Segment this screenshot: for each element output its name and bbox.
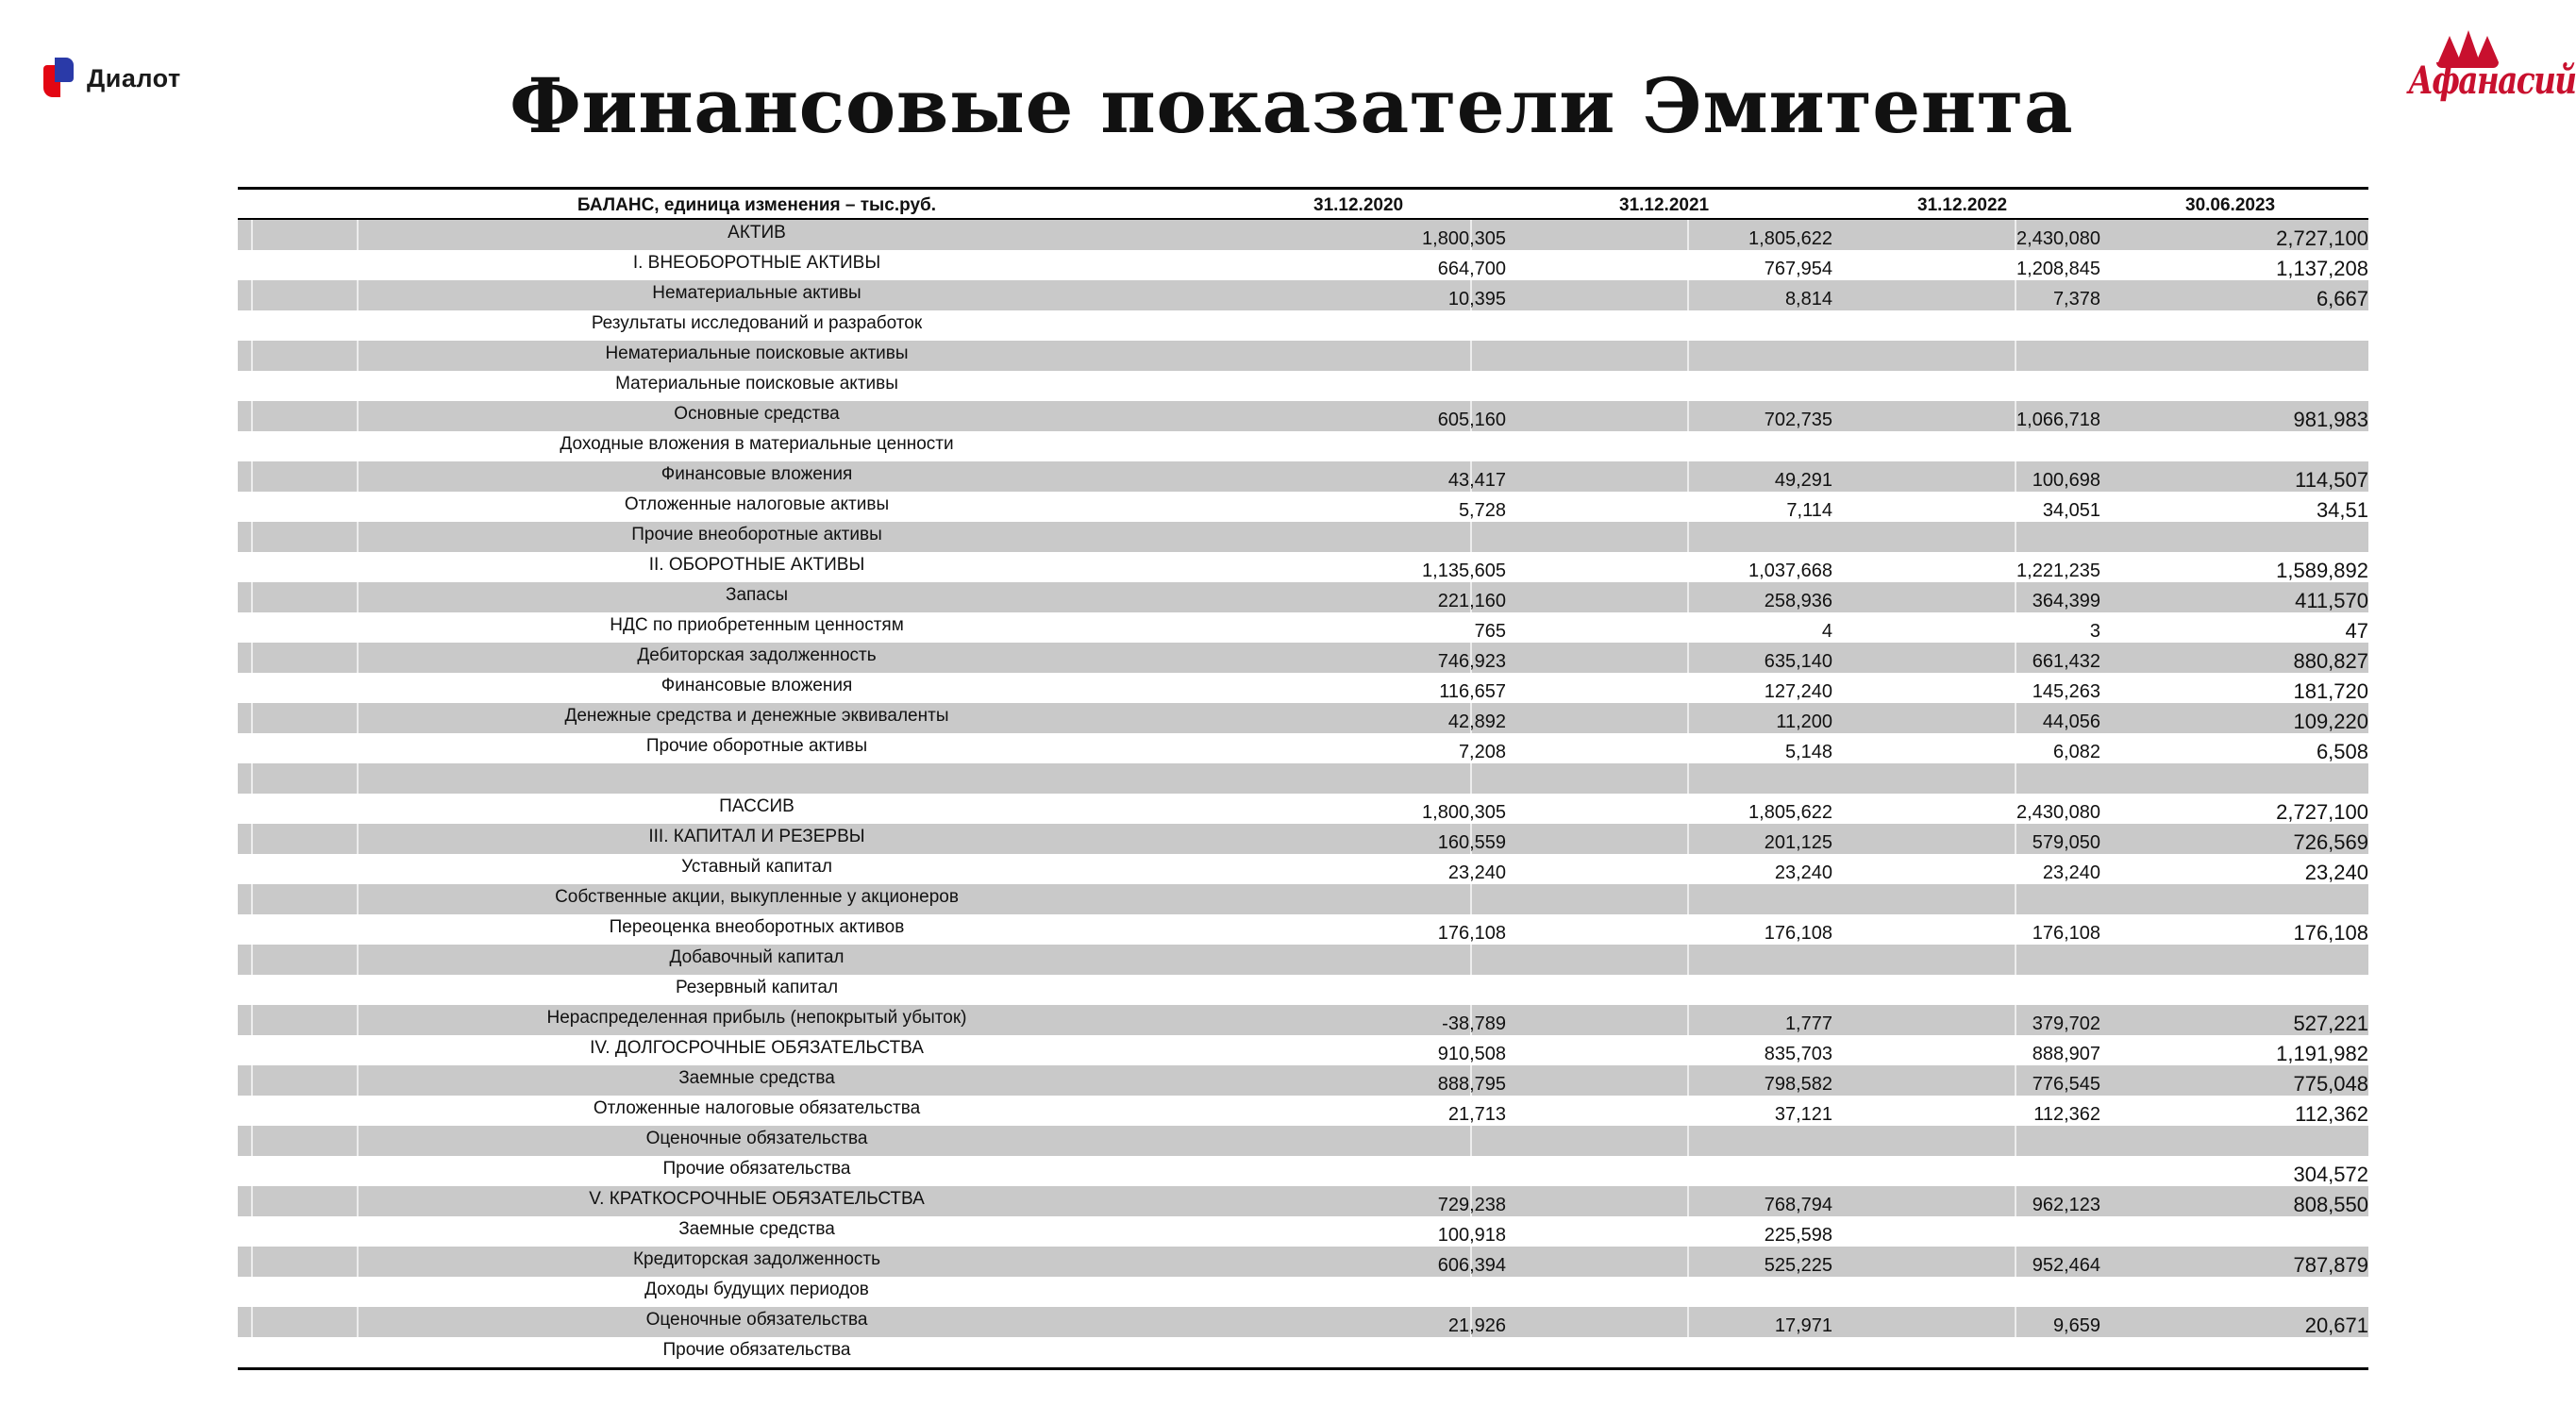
- value-cell: 20,671: [2304, 1314, 2368, 1337]
- table-row: [238, 1247, 2368, 1277]
- row-label: Кредиторская задолженность: [632, 1249, 880, 1269]
- column-header: 31.12.2022: [1917, 195, 2008, 215]
- row-label: Запасы: [725, 585, 789, 605]
- table-row: [238, 1065, 2368, 1096]
- value-cell: 181,720: [2293, 679, 2368, 703]
- value-cell: 37,121: [1774, 1104, 1832, 1125]
- cell-divider: [1470, 763, 1472, 794]
- value-cell: 23,240: [2304, 861, 2368, 884]
- value-cell: 525,225: [1764, 1255, 1832, 1276]
- value-cell: 1,805,622: [1748, 802, 1832, 823]
- value-cell: 910,508: [1437, 1044, 1506, 1064]
- cell-divider: [251, 763, 253, 794]
- value-cell: 23,240: [2042, 862, 2100, 883]
- value-cell: 1,191,982: [2276, 1042, 2368, 1065]
- value-cell: 1,800,305: [1422, 228, 1506, 249]
- table-row: [238, 794, 2368, 824]
- value-cell: 2,727,100: [2276, 800, 2368, 824]
- value-cell: 775,048: [2293, 1072, 2368, 1096]
- cell-divider: [1687, 884, 1689, 914]
- value-cell: 787,879: [2293, 1253, 2368, 1277]
- value-cell: 1,135,605: [1422, 561, 1506, 581]
- value-cell: 776,545: [2032, 1074, 2100, 1095]
- row-label: Отложенные налоговые обязательства: [593, 1098, 921, 1118]
- row-label: I. ВНЕОБОРОТНЫЕ АКТИВЫ: [632, 253, 881, 273]
- cell-divider: [1470, 341, 1472, 371]
- table-row: [238, 945, 2368, 975]
- value-cell: 1,137,208: [2276, 257, 2368, 280]
- cell-divider: [1687, 1126, 1689, 1156]
- value-cell: 1,037,668: [1748, 561, 1832, 581]
- value-cell: 664,700: [1437, 259, 1506, 279]
- table-row: [238, 1096, 2368, 1126]
- value-cell: 726,569: [2293, 830, 2368, 854]
- value-cell: 176,108: [1437, 923, 1506, 944]
- table-row: [238, 492, 2368, 522]
- cell-divider: [1687, 945, 1689, 975]
- row-label: IV. ДОЛГОСРОЧНЫЕ ОБЯЗАТЕЛЬСТВА: [590, 1038, 924, 1058]
- value-cell: 981,983: [2293, 408, 2368, 431]
- value-cell: 746,923: [1437, 651, 1506, 672]
- value-cell: 23,240: [1447, 862, 1506, 883]
- table-row: [238, 522, 2368, 552]
- value-cell: 34,51: [2316, 498, 2368, 522]
- table-row: [238, 612, 2368, 643]
- value-cell: 808,550: [2293, 1193, 2368, 1216]
- value-cell: 43,417: [1447, 470, 1506, 491]
- row-label: Прочие оборотные активы: [645, 736, 868, 756]
- value-cell: 160,559: [1437, 832, 1506, 853]
- value-cell: 7,208: [1458, 742, 1506, 762]
- value-cell: 112,362: [2295, 1102, 2368, 1126]
- value-cell: 1,066,718: [2016, 410, 2100, 430]
- row-label: Оценочные обязательства: [645, 1310, 868, 1330]
- row-label: Прочие обязательства: [662, 1159, 851, 1179]
- value-cell: 6,082: [2052, 742, 2100, 762]
- dialot-logo-text: Диалот: [87, 63, 181, 92]
- value-cell: 44,056: [2042, 712, 2100, 732]
- table-row: [238, 1307, 2368, 1337]
- value-cell: 8,814: [1784, 289, 1832, 310]
- page-title: Финансовые показатели Эмитента: [510, 61, 2074, 150]
- table-row: [238, 703, 2368, 733]
- value-cell: 952,464: [2032, 1255, 2100, 1276]
- table-row: [238, 220, 2368, 250]
- value-cell: 34,051: [2042, 500, 2100, 521]
- value-cell: 1,221,235: [2016, 561, 2100, 581]
- value-cell: 765: [1474, 621, 1506, 642]
- row-label: II. ОБОРОТНЫЕ АКТИВЫ: [648, 555, 865, 575]
- row-label: Уставный капитал: [681, 857, 832, 877]
- value-cell: 10,395: [1447, 289, 1506, 310]
- row-label: Собственные акции, выкупленные у акционеров: [555, 887, 959, 907]
- cell-divider: [1470, 1126, 1472, 1156]
- table-row: [238, 763, 2368, 794]
- value-cell: 7,378: [2052, 289, 2100, 310]
- table-row: [238, 914, 2368, 945]
- value-cell: 767,954: [1764, 259, 1832, 279]
- value-cell: 176,108: [2293, 921, 2368, 945]
- value-cell: 888,795: [1437, 1074, 1506, 1095]
- table-row: [238, 310, 2368, 341]
- table-row: [238, 250, 2368, 280]
- cell-divider: [1470, 884, 1472, 914]
- column-header: 30.06.2023: [2185, 195, 2276, 215]
- table-row: [238, 431, 2368, 461]
- cell-divider: [2015, 341, 2016, 371]
- row-label: Резервный капитал: [675, 978, 839, 997]
- row-label: НДС по приобретенным ценностям: [610, 615, 904, 635]
- row-label: Прочие обязательства: [662, 1340, 851, 1360]
- table-row: [238, 1277, 2368, 1307]
- value-cell: 364,399: [2032, 591, 2100, 611]
- row-label: Доходные вложения в материальные ценности: [560, 434, 954, 454]
- table-row: [238, 733, 2368, 763]
- row-label: Прочие внеоборотные активы: [631, 525, 882, 544]
- row-label: Добавочный капитал: [669, 947, 845, 967]
- cell-divider: [1687, 763, 1689, 794]
- value-cell: 661,432: [2032, 651, 2100, 672]
- row-label: Переоценка внеоборотных активов: [609, 917, 905, 937]
- afanasy-logo-text: Афанасий: [2408, 59, 2576, 103]
- value-cell: 880,827: [2293, 649, 2368, 673]
- value-cell: 2,430,080: [2016, 802, 2100, 823]
- cell-divider: [1470, 522, 1472, 552]
- cell-divider: [2015, 763, 2016, 794]
- value-cell: 5,728: [1458, 500, 1506, 521]
- table-row: [238, 401, 2368, 431]
- ship-icon: [2434, 28, 2501, 62]
- table-row: [238, 1005, 2368, 1035]
- table-row: [238, 1186, 2368, 1216]
- afanasy-logo: [2397, 25, 2576, 119]
- value-cell: 411,570: [2295, 589, 2368, 612]
- value-cell: 835,703: [1764, 1044, 1832, 1064]
- table-row: [238, 1337, 2368, 1367]
- table-row: [238, 975, 2368, 1005]
- row-label: Дебиторская задолженность: [637, 645, 877, 665]
- value-cell: 145,263: [2032, 681, 2100, 702]
- header-label: БАЛАНС, единица изменения – тыс.руб.: [577, 195, 937, 215]
- value-cell: 100,698: [2032, 470, 2100, 491]
- value-cell: 605,160: [1437, 410, 1506, 430]
- table-row: [238, 280, 2368, 310]
- table-row: [238, 884, 2368, 914]
- value-cell: 109,220: [2293, 710, 2368, 733]
- value-cell: 9,659: [2052, 1315, 2100, 1336]
- value-cell: 176,108: [2032, 923, 2100, 944]
- value-cell: 635,140: [1764, 651, 1832, 672]
- value-cell: 21,926: [1447, 1315, 1506, 1336]
- value-cell: 304,572: [2293, 1163, 2368, 1186]
- value-cell: 527,221: [2293, 1012, 2368, 1035]
- row-label: Отложенные налоговые активы: [624, 494, 890, 514]
- table-row: [238, 1216, 2368, 1247]
- row-label: Денежные средства и денежные эквиваленты: [564, 706, 949, 726]
- row-label: Доходы будущих периодов: [644, 1280, 869, 1299]
- row-label: Нематериальные поисковые активы: [605, 343, 909, 363]
- value-cell: 2,430,080: [2016, 228, 2100, 249]
- row-label: Финансовые вложения: [661, 676, 853, 695]
- row-label: Нематериальные активы: [652, 283, 861, 303]
- row-label: Заемные средства: [678, 1068, 835, 1088]
- cell-divider: [357, 763, 359, 794]
- value-cell: 11,200: [1776, 712, 1832, 732]
- value-cell: 579,050: [2032, 832, 2100, 853]
- value-cell: 221,160: [1437, 591, 1506, 611]
- table-row: [238, 643, 2368, 673]
- table-header: [238, 190, 2368, 220]
- row-label: Материальные поисковые активы: [615, 374, 898, 393]
- value-cell: 7,114: [1786, 500, 1832, 521]
- dialot-logo-icon: [43, 56, 75, 101]
- row-label: Оценочные обязательства: [645, 1129, 868, 1148]
- row-label: Основные средства: [674, 404, 840, 424]
- cell-divider: [1470, 945, 1472, 975]
- row-label: Финансовые вложения: [661, 464, 853, 484]
- cell-divider: [2015, 1126, 2016, 1156]
- value-cell: 1,800,305: [1422, 802, 1506, 823]
- value-cell: 114,507: [2295, 468, 2368, 492]
- cell-divider: [2015, 945, 2016, 975]
- value-cell: 798,582: [1764, 1074, 1832, 1095]
- value-cell: 1,208,845: [2016, 259, 2100, 279]
- row-label: III. КАПИТАЛ И РЕЗЕРВЫ: [648, 827, 865, 846]
- value-cell: 225,598: [1764, 1225, 1832, 1246]
- table-body: [238, 220, 2368, 1367]
- cell-divider: [1687, 341, 1689, 371]
- value-cell: 42,892: [1447, 712, 1506, 732]
- table-row: [238, 1035, 2368, 1065]
- value-cell: 127,240: [1764, 681, 1832, 702]
- table-row: [238, 582, 2368, 612]
- balance-table: [238, 187, 2368, 1370]
- row-label: АКТИВ: [728, 223, 786, 243]
- value-cell: -38,789: [1442, 1013, 1506, 1034]
- value-cell: 116,657: [1439, 681, 1506, 702]
- column-header: 31.12.2021: [1619, 195, 1710, 215]
- value-cell: 47: [2345, 619, 2368, 643]
- value-cell: 2,727,100: [2276, 226, 2368, 250]
- value-cell: 1,805,622: [1748, 228, 1832, 249]
- value-cell: 962,123: [2032, 1195, 2100, 1215]
- value-cell: 258,936: [1764, 591, 1832, 611]
- value-cell: 729,238: [1437, 1195, 1506, 1215]
- value-cell: 21,713: [1447, 1104, 1506, 1125]
- table-row: [238, 371, 2368, 401]
- value-cell: 176,108: [1764, 923, 1832, 944]
- table-row: [238, 552, 2368, 582]
- table-row: [238, 1156, 2368, 1186]
- value-cell: 379,702: [2032, 1013, 2100, 1034]
- value-cell: 6,508: [2316, 740, 2368, 763]
- table-row: [238, 673, 2368, 703]
- table-row: [238, 1126, 2368, 1156]
- dialot-logo: [43, 55, 181, 102]
- table-row: [238, 461, 2368, 492]
- table-row: [238, 341, 2368, 371]
- value-cell: 201,125: [1764, 832, 1832, 853]
- value-cell: 3: [2089, 621, 2100, 642]
- value-cell: 112,362: [2033, 1104, 2100, 1125]
- value-cell: 5,148: [1784, 742, 1832, 762]
- row-label: Заемные средства: [678, 1219, 835, 1239]
- table-row: [238, 824, 2368, 854]
- value-cell: 17,971: [1774, 1315, 1832, 1336]
- value-cell: 1,777: [1784, 1013, 1832, 1034]
- value-cell: 1,589,892: [2276, 559, 2368, 582]
- value-cell: 702,735: [1764, 410, 1832, 430]
- cell-divider: [1687, 522, 1689, 552]
- value-cell: 888,907: [2032, 1044, 2100, 1064]
- cell-divider: [2015, 884, 2016, 914]
- value-cell: 6,667: [2316, 287, 2368, 310]
- row-label: ПАССИВ: [719, 796, 795, 816]
- cell-divider: [2015, 522, 2016, 552]
- value-cell: 606,394: [1437, 1255, 1506, 1276]
- value-cell: 100,918: [1437, 1225, 1506, 1246]
- row-label: V. КРАТКОСРОЧНЫЕ ОБЯЗАТЕЛЬСТВА: [589, 1189, 925, 1209]
- value-cell: 49,291: [1774, 470, 1832, 491]
- row-label: Нераспределенная прибыль (непокрытый убыток): [546, 1008, 967, 1028]
- column-header: 31.12.2020: [1313, 195, 1404, 215]
- row-label: Результаты исследований и разработок: [591, 313, 923, 333]
- value-cell: 768,794: [1764, 1195, 1832, 1215]
- value-cell: 23,240: [1774, 862, 1832, 883]
- value-cell: 4: [1821, 621, 1832, 642]
- table-row: [238, 854, 2368, 884]
